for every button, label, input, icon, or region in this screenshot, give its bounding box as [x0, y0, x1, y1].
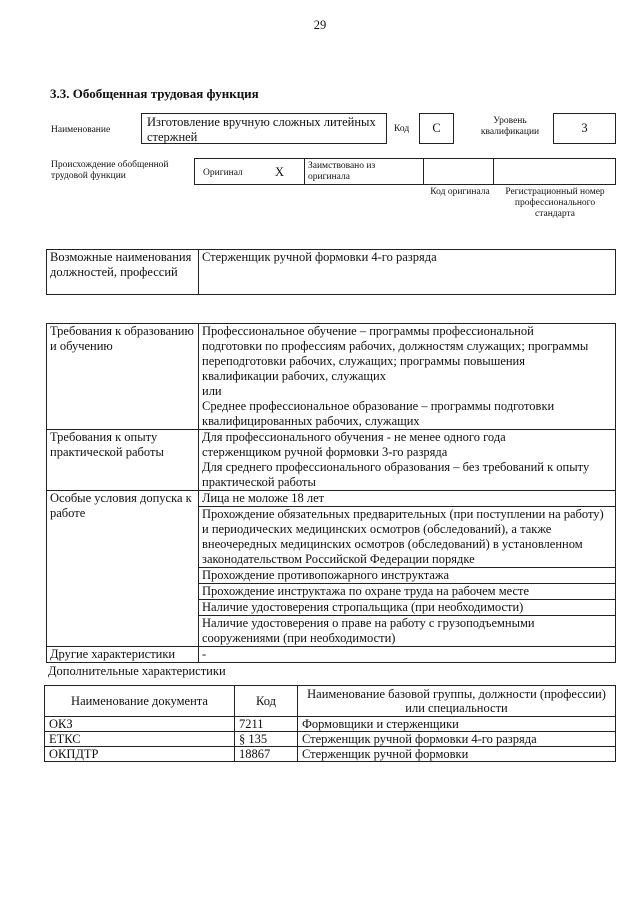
requirements-table [46, 323, 616, 663]
origin-label: Происхождение обобщенной трудовой функции [51, 160, 169, 181]
original-label: Оригинал [203, 168, 243, 178]
education-line: Профессиональное обучение – программы профессиональной [202, 324, 534, 338]
code-cell: 18867 [235, 747, 298, 762]
additional-title: Дополнительные характеристики [48, 664, 226, 678]
level-box [553, 113, 616, 144]
condition-item: Наличие удостоверения о праве на работу с грузоподъемными сооружениями (при необходимости) [199, 615, 615, 646]
col-code-header: Код [235, 686, 298, 717]
doc-cell: ОКЗ [45, 717, 235, 732]
other-label: Другие характеристики [47, 647, 199, 663]
code-value: C [432, 121, 441, 135]
experience-line: Для профессионального обучения - не менее одного года [202, 430, 506, 444]
function-name: Изготовление вручную сложных литейных стержней [147, 115, 376, 144]
education-line: квалификации рабочих, служащих [202, 369, 386, 383]
education-line: или [202, 384, 222, 398]
condition-item: Лица не моложе 18 лет [202, 491, 325, 505]
col-doc-header: Наименование документа [45, 686, 235, 717]
code-label: Код [394, 124, 410, 134]
table-row [45, 747, 616, 762]
positions-value: Стерженщик ручной формовки 4-го разряда [199, 250, 616, 295]
level-label: Уровень квалификации [480, 116, 540, 137]
original-mark: X [275, 165, 285, 179]
experience-line: стерженщиком ручной формовки 3-го разряда [202, 445, 448, 459]
name-cell: Стерженщик ручной формовки [298, 747, 616, 762]
code-cell: 7211 [235, 717, 298, 732]
name-cell: Стерженщик ручной формовки 4-го разряда [298, 732, 616, 747]
other-value: - [199, 647, 616, 663]
conditions-label: Особые условия допуска к работе [47, 491, 199, 647]
code-box [419, 113, 454, 144]
condition-item: Прохождение противопожарного инструктажа [199, 567, 615, 583]
condition-item: Прохождение обязательных предварительных (при поступлении на работу) и периодических медицинских осмотров (обследований), а также внеочередных медицинских осмотров (обследований) в установленном законодательством Российской Федерации порядке [199, 506, 615, 567]
code-original-caption: Код оригинала [430, 187, 490, 197]
experience-label: Требования к опыту практической работы [47, 430, 199, 491]
table-row [45, 717, 616, 732]
experience-value [199, 430, 616, 491]
function-name-box [141, 113, 387, 144]
name-cell: Формовщики и стерженщики [298, 717, 616, 732]
education-line: квалифицированных рабочих, служащих [202, 414, 420, 428]
education-line: Среднее профессиональное образование – программы подготовки [202, 399, 555, 413]
conditions-list [199, 491, 616, 647]
section-title: 3.3. Обобщенная трудовая функция [50, 86, 259, 101]
positions-label: Возможные наименования должностей, профессий [47, 250, 199, 295]
code-cell: § 135 [235, 732, 298, 747]
level-value: 3 [581, 121, 588, 135]
doc-cell: ОКПДТР [45, 747, 235, 762]
origin-table [194, 158, 616, 185]
table-row [45, 732, 616, 747]
col-name-header: Наименование базовой группы, должности (профессии) или специальности [298, 686, 616, 717]
doc-cell: ЕТКС [45, 732, 235, 747]
reg-number-caption: Регистрационный номер профессионального стандарта [505, 187, 605, 219]
positions-table [46, 249, 616, 295]
condition-item: Прохождение инструктажа по охране труда на рабочем месте [199, 583, 615, 599]
page-number: 29 [313, 18, 327, 32]
experience-line: практической работы [202, 475, 316, 489]
education-value [199, 324, 616, 430]
education-line: подготовки по профессиям рабочих, должностям служащих; программы [202, 339, 589, 353]
education-label: Требования к образованию и обучению [47, 324, 199, 430]
education-line: переподготовки рабочих, служащих; программы повышения [202, 354, 525, 368]
additional-table [44, 685, 616, 762]
experience-line: Для среднего профессионального образования – без требований к опыту [202, 460, 590, 474]
name-label: Наименование [51, 125, 111, 135]
borrowed-label: Заимствовано из оригинала [308, 161, 376, 182]
condition-item: Наличие удостоверения стропальщика (при необходимости) [199, 599, 615, 615]
